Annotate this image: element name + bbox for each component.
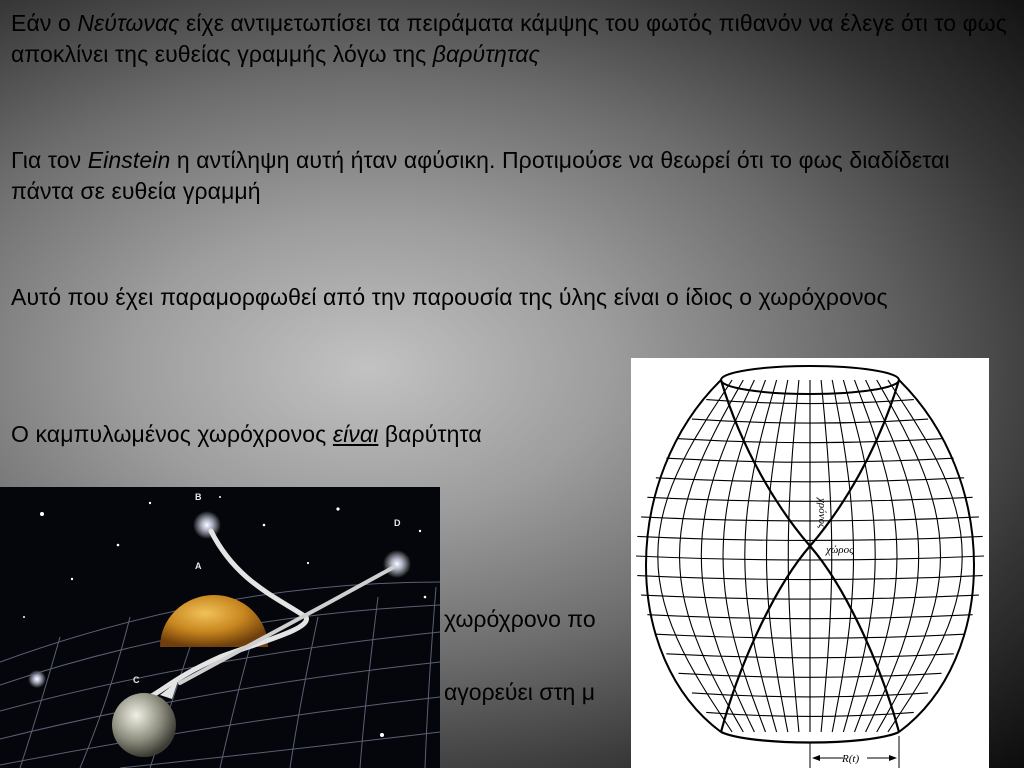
text: είχε αντιμετωπίσει τα πειράματα κάμψης του φωτός πιθανόν να έλεγε ότι το φως αποκλίνει της ευθείας γραμμής λόγω της — [11, 10, 1007, 67]
star-b — [193, 511, 221, 539]
star-d — [383, 550, 411, 578]
label-space: χώρος — [826, 544, 854, 556]
partial-text-2: αγορεύει στη μ — [444, 679, 595, 705]
text: Για τον — [11, 147, 88, 173]
text-gravity-italic: βαρύτητας — [432, 41, 540, 67]
observer-body-c — [112, 693, 176, 757]
paragraph-einstein — [11, 145, 1011, 207]
label-d: D — [394, 518, 401, 528]
label-c: C — [133, 675, 140, 685]
spacetime-diagram — [631, 358, 989, 768]
paragraph-spacetime — [11, 282, 1011, 313]
paragraph-curved-spacetime — [11, 419, 631, 450]
light-bending-image — [0, 487, 440, 768]
text: βαρύτητα — [378, 421, 482, 447]
text: Εάν ο — [11, 10, 78, 36]
text: Ο καμπυλωμένος χωρόχρονος — [11, 421, 333, 447]
text-newton-italic: Νεύτωνας — [77, 10, 180, 36]
partial-text-1: χωρόχρονο πο — [444, 606, 596, 632]
text: Αυτό που έχει παραμορφωθεί από την παρουσία της ύλης είναι ο ίδιος ο χωρόχρονος — [11, 284, 888, 310]
text-einstein-italic: Einstein — [87, 147, 171, 173]
text: η αντίληψη αυτή ήταν αφύσικη. Προτιμούσε να θεωρεί ότι το φως διαδίδεται πάντα σε ευθεία γραμμή — [11, 147, 950, 204]
label-radius: R(t) — [842, 753, 860, 765]
paragraph-newton — [11, 8, 1011, 70]
text-is-underlined: είναι — [332, 421, 379, 447]
label-a: A — [195, 561, 202, 571]
label-time: χρόνος — [816, 498, 828, 529]
label-b: B — [195, 492, 202, 502]
